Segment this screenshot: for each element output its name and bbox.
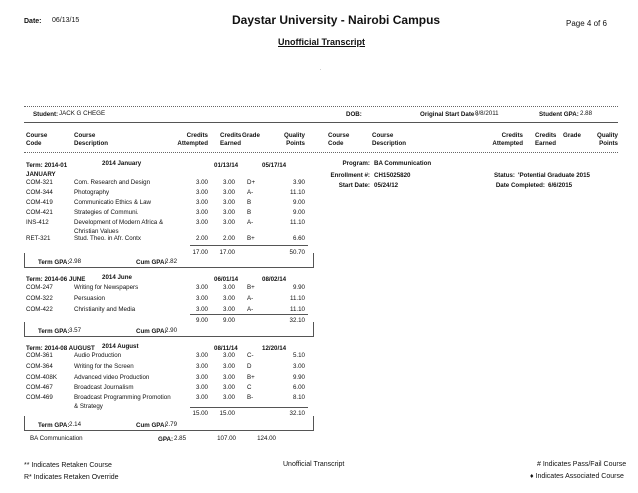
course-description: Writing for the Screen: [74, 363, 134, 370]
page-number: Page 4 of 6: [566, 19, 607, 28]
student-name: JACK G CHEGE: [59, 110, 106, 117]
quality-points: 6.60: [292, 235, 305, 242]
credits-attempted: 3.00: [195, 363, 208, 370]
credits-earned: 2.00: [222, 235, 235, 242]
course-description: Audio Production: [74, 352, 122, 359]
credits-attempted: 3.00: [195, 295, 208, 302]
grade: D+: [247, 179, 256, 186]
course-code: COM-344: [26, 189, 53, 196]
header-bottom-divider: [24, 152, 618, 153]
grade: B: [247, 199, 252, 206]
student-gpa-label: Student GPA:: [539, 111, 579, 118]
course-description: Broadcast Journalism: [74, 384, 134, 391]
credits-attempted: 3.00: [195, 219, 208, 226]
student-gpa-value: 2.88: [580, 110, 593, 117]
cum-gpa: 2.82: [165, 258, 178, 265]
course-description: Com. Research and Design: [74, 179, 151, 186]
cum-gpa-label: Cum GPA:: [136, 422, 167, 429]
term-start: 06/01/14: [214, 276, 239, 283]
course-code: COM-247: [26, 284, 53, 291]
credits-attempted: 3.00: [195, 374, 208, 381]
col-attempted: Attempted: [177, 140, 208, 147]
summary-gpa: 2.85: [174, 435, 187, 442]
term-summary-box: [24, 416, 314, 431]
col-course-desc-r: Course: [372, 132, 394, 139]
quality-points: 9.90: [292, 284, 305, 291]
credits-earned: 3.00: [222, 199, 235, 206]
course-code: COM-321: [26, 179, 53, 186]
course-code: COM-322: [26, 295, 53, 302]
original-start-label: Original Start Date :: [420, 111, 479, 118]
date-completed-label: Date Completed:: [495, 182, 545, 189]
cum-gpa-label: Cum GPA:: [136, 328, 167, 335]
student-label: Student:: [33, 111, 59, 118]
term-label: Term: 2014-08 AUGUST: [26, 345, 95, 352]
col-points: Points: [286, 140, 305, 147]
course-code: COM-422: [26, 306, 53, 313]
summary-gpa-label: GPA:: [158, 436, 174, 443]
course-description: Writing for Newspapers: [74, 284, 139, 291]
term-sub: JANUARY: [26, 171, 56, 178]
course-description: Development of Modern Africa &: [74, 219, 164, 226]
credits-earned: 3.00: [222, 306, 235, 313]
student-top-divider: [24, 106, 618, 107]
stray-mark: .: [320, 66, 322, 72]
col-credits-earn: Credits: [220, 132, 242, 139]
term-gpa: 2.14: [69, 421, 82, 428]
term-summary-box: [24, 253, 314, 268]
summary-earned: 124.00: [257, 435, 276, 442]
credits-attempted: 3.00: [195, 306, 208, 313]
course-description: Photography: [74, 189, 110, 196]
credits-earned: 3.00: [222, 352, 235, 359]
cum-gpa: 2.79: [165, 421, 178, 428]
grade: B+: [247, 235, 255, 242]
col-course-desc-1: Course: [74, 132, 96, 139]
total-earned: 15.00: [219, 410, 235, 417]
col-attempted-r: Attempted: [492, 140, 523, 147]
footer-retaken: ** Indicates Retaken Course: [24, 462, 112, 469]
grade: B+: [247, 374, 255, 381]
date-label: Date:: [24, 18, 42, 25]
credits-earned: 3.00: [222, 394, 235, 401]
summary-program-name: BA Communication: [30, 435, 83, 442]
col-earned-r: Earned: [535, 140, 556, 147]
total-earned: 9.00: [222, 317, 235, 324]
course-code: COM-361: [26, 352, 53, 359]
col-description: Description: [74, 140, 109, 147]
term-end: 05/17/14: [262, 162, 287, 169]
course-description: Persuasion: [74, 295, 105, 302]
cum-gpa: 2.90: [165, 327, 178, 334]
start-date: 05/24/12: [374, 182, 399, 189]
summary-attempted: 107.00: [217, 435, 236, 442]
quality-points: 8.10: [292, 394, 305, 401]
term-gpa: 3.57: [69, 327, 82, 334]
print-date: 06/13/15: [52, 17, 80, 24]
total-quality: 50.70: [289, 249, 305, 256]
course-code: INS-412: [26, 219, 49, 226]
col-credits-att-r: Credits: [501, 132, 523, 139]
totals-line: [190, 407, 308, 408]
grade: A-: [247, 219, 254, 226]
total-earned: 17.00: [219, 249, 235, 256]
credits-attempted: 3.00: [195, 189, 208, 196]
credits-earned: 3.00: [222, 363, 235, 370]
student-bottom-divider: [24, 122, 618, 123]
course-code: COM-421: [26, 209, 53, 216]
credits-attempted: 3.00: [195, 179, 208, 186]
col-course: Course: [26, 132, 48, 139]
start-date-label: Start Date:: [338, 182, 370, 189]
term-gpa: 2.98: [69, 258, 82, 265]
quality-points: 9.90: [292, 374, 305, 381]
credits-attempted: 3.00: [195, 384, 208, 391]
footer-override: R* Indicates Retaken Override: [24, 474, 119, 481]
grade: D: [247, 363, 252, 370]
course-description-cont: Christian Values: [74, 228, 119, 235]
course-description: Communicatio Ethics & Law: [74, 199, 152, 206]
quality-points: 11.10: [289, 219, 305, 226]
course-code: COM-364: [26, 363, 53, 370]
term-end: 12/20/14: [262, 345, 287, 352]
credits-earned: 3.00: [222, 295, 235, 302]
term-end: 08/02/14: [262, 276, 287, 283]
quality-points: 3.90: [292, 179, 305, 186]
term-label: Term: 2014-06 JUNE: [26, 276, 86, 283]
grade: C-: [247, 352, 254, 359]
credits-earned: 3.00: [222, 374, 235, 381]
original-start-value: 8/8/2011: [475, 110, 499, 117]
course-code: RET-321: [26, 235, 51, 242]
credits-earned: 3.00: [222, 384, 235, 391]
document-title: Unofficial Transcript: [278, 37, 366, 47]
footer-associated: ♦ Indicates Associated Course: [530, 473, 624, 480]
quality-points: 9.00: [292, 199, 305, 206]
course-description-cont: & Strategy: [74, 403, 103, 410]
col-credits-att: Credits: [186, 132, 208, 139]
col-course-r: Course: [328, 132, 350, 139]
col-code: Code: [26, 140, 42, 147]
grade: C: [247, 384, 252, 391]
quality-points: 3.00: [292, 363, 305, 370]
credits-attempted: 3.00: [195, 394, 208, 401]
term-title: 2014 June: [102, 274, 132, 281]
total-attempted: 9.00: [195, 317, 208, 324]
footer-passfail: # Indicates Pass/Fail Course: [537, 461, 627, 468]
credits-attempted: 3.00: [195, 209, 208, 216]
col-grade: Grade: [242, 132, 260, 139]
grade: A-: [247, 306, 254, 313]
course-code: COM-408K: [26, 374, 57, 381]
term-title: 2014 January: [102, 160, 142, 167]
col-quality: Quality: [284, 132, 305, 139]
term-start: 08/11/14: [214, 345, 238, 352]
credits-earned: 3.00: [222, 179, 235, 186]
credits-attempted: 3.00: [195, 352, 208, 359]
total-quality: 32.10: [289, 317, 305, 324]
cum-gpa-label: Cum GPA:: [136, 259, 167, 266]
status-value: 'Potential Graduate 2015: [518, 172, 590, 179]
quality-points: 5.10: [292, 352, 305, 359]
quality-points: 11.10: [289, 295, 305, 302]
col-quality-r: Quality: [597, 132, 618, 139]
credits-earned: 3.00: [222, 284, 235, 291]
course-description: Stud. Theo. in Afr. Contx: [74, 235, 141, 242]
grade: B-: [247, 394, 254, 401]
course-description: Christianity and Media: [74, 306, 136, 313]
credits-attempted: 3.00: [195, 284, 208, 291]
dob-label: DOB:: [346, 111, 362, 118]
col-grade-r: Grade: [563, 132, 581, 139]
col-credits-earn-r: Credits: [535, 132, 557, 139]
course-description: Advanced video Production: [74, 374, 150, 381]
enrollment-number: CH15025820: [374, 172, 411, 179]
university-name: Daystar University - Nairobi Campus: [232, 13, 441, 27]
course-description: Broadcast Programming Promotion: [74, 394, 171, 401]
total-attempted: 15.00: [192, 410, 208, 417]
quality-points: 9.00: [292, 209, 305, 216]
col-points-r: Points: [599, 140, 618, 147]
date-completed: 6/6/2015: [548, 182, 573, 189]
course-code: COM-419: [26, 199, 53, 206]
col-code-r: Code: [328, 140, 344, 147]
program-label: Program:: [342, 160, 370, 167]
col-description-r: Description: [372, 140, 407, 147]
course-code: COM-467: [26, 384, 53, 391]
total-attempted: 17.00: [192, 249, 208, 256]
total-quality: 32.10: [289, 410, 305, 417]
credits-earned: 3.00: [222, 209, 235, 216]
grade: A-: [247, 295, 254, 302]
col-earned: Earned: [220, 140, 241, 147]
totals-line: [190, 314, 308, 315]
term-start: 01/13/14: [214, 162, 239, 169]
credits-attempted: 3.00: [195, 199, 208, 206]
term-title: 2014 August: [102, 343, 139, 350]
course-code: COM-469: [26, 394, 53, 401]
footer-center: Unofficial Transcript: [283, 461, 345, 468]
credits-earned: 3.00: [222, 189, 235, 196]
term-label: Term: 2014-01: [26, 162, 68, 169]
quality-points: 11.10: [289, 189, 305, 196]
grade: B: [247, 209, 252, 216]
term-gpa-label: Term GPA:: [38, 422, 70, 429]
credits-earned: 3.00: [222, 219, 235, 226]
course-description: Strategies of Communi.: [74, 209, 139, 216]
term-summary-box: [24, 322, 314, 337]
quality-points: 11.10: [289, 306, 305, 313]
credits-attempted: 2.00: [195, 235, 208, 242]
quality-points: 6.00: [292, 384, 305, 391]
enrollment-label: Enrollment #:: [330, 172, 370, 179]
term-gpa-label: Term GPA:: [38, 259, 70, 266]
grade: B+: [247, 284, 255, 291]
status-label: Status:: [494, 172, 515, 179]
grade: A-: [247, 189, 254, 196]
totals-line: [190, 245, 308, 246]
program-name: BA Communication: [374, 160, 432, 167]
term-gpa-label: Term GPA:: [38, 328, 70, 335]
